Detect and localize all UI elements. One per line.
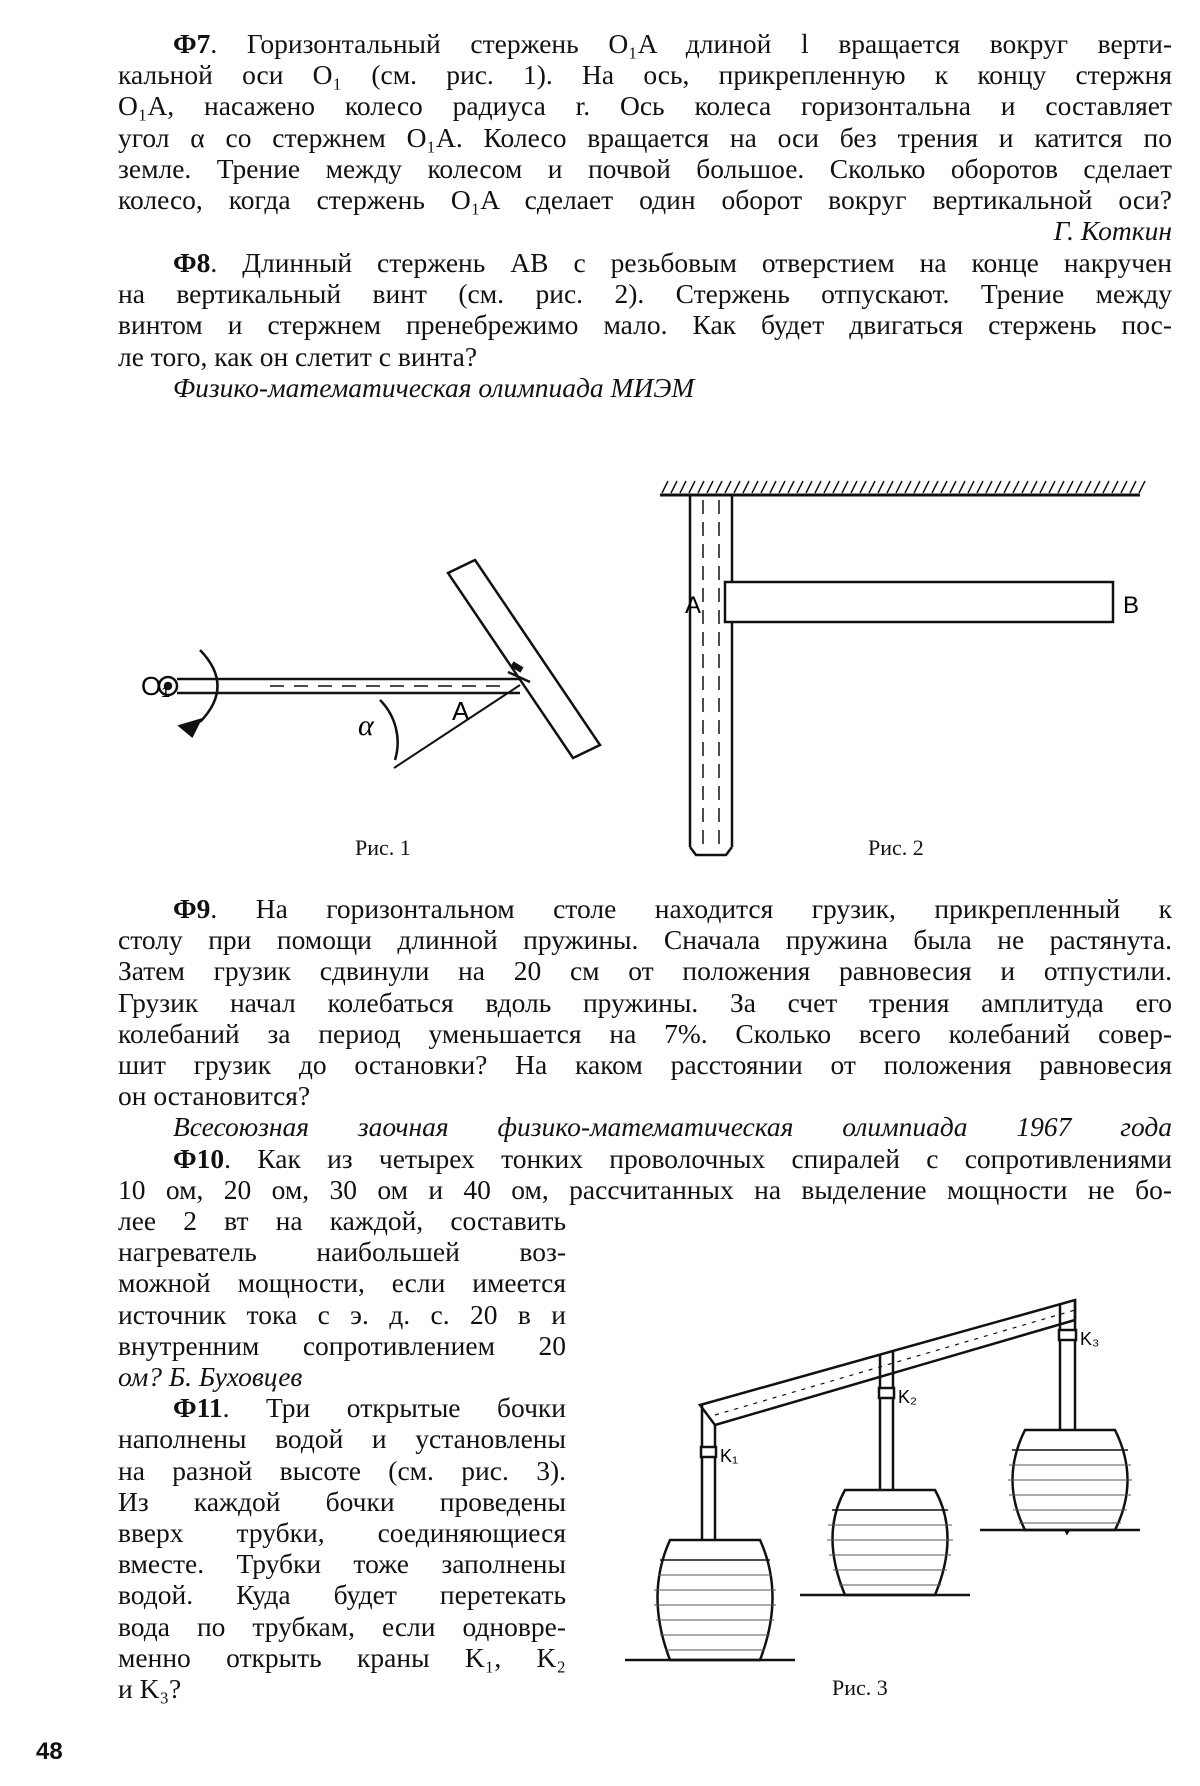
text-line: . Горизонтальный стержень O₁A длиной l вращается вокруг верти- [210,28,1172,59]
text-line: вверх трубки, соединяющиеся [118,1517,566,1549]
figure-2 [660,475,1140,855]
label-alpha: α [358,709,374,742]
text-line: он остановится? [118,1080,311,1112]
label-k3: K₃ [1080,1329,1100,1349]
text-line: можной мощности, если имеется [118,1267,566,1299]
label-a: A [685,592,702,619]
text-line: менно открыть краны K₁, K₂ [118,1641,566,1673]
problem-f8 [118,247,1172,403]
text-line: лее 2 вт на каждой, составить [118,1205,566,1236]
text-line: Грузик начал колебаться вдоль пружины. За счет трения амплитуда его [118,986,1172,1018]
caption-fig2: Рис. 2 [868,835,924,860]
text-line: земле. Трение между колесом и почвой большое. Сколько оборотов сделает [118,152,1172,184]
problem-number: Ф10 [173,1143,225,1174]
text-line: шит грузик до остановки? На каком расстоянии от положения равновесия [118,1049,1172,1081]
text-line: Из каждой бочки проведены [118,1485,566,1517]
text-line: вода по трубкам, если одновре- [118,1610,566,1642]
text-line: вместе. Трубки тоже заполнены [118,1548,566,1580]
figure-3 [620,1280,1140,1680]
page-number: 48 [36,1738,63,1765]
text-line: угол α со стержнем O₁A. Колесо вращается на оси без трения и катится по [118,121,1172,153]
text-line: ом? Б. Буховцев [118,1361,303,1393]
text-line: на разной высоте (см. рис. 3). [118,1454,566,1486]
text-line: кальной оси O₁ (см. рис. 1). На ось, прикрепленную к концу стержня [118,59,1172,91]
source: Всесоюзная заочная физико-математическая олимпиада 1967 года [173,1111,1172,1143]
problem-f10-f11-column [118,1205,566,1704]
problem-number: Ф9 [173,893,211,924]
text-line: 10 ом, 20 ом, 30 ом и 40 ом, рассчитанных на выделение мощности не бо- [118,1174,1172,1206]
text-line: колебаний за период уменьшается на 7%. Сколько всего колебаний совер- [118,1017,1172,1049]
problem-number: Ф11 [173,1392,223,1424]
text-line: колесо, когда стержень O₁A сделает один оборот вокруг вертикальной оси? [118,184,1172,216]
source: Физико-математическая олимпиада МИЭМ [173,371,695,403]
text-line: винтом и стержнем пренебрежимо мало. Как будет двигаться стержень пос- [118,309,1172,341]
wheel [448,560,600,758]
problem-f10 [118,1143,1172,1205]
caption-fig1: Рис. 1 [355,835,411,860]
problem-number: Ф8 [173,247,211,278]
text-line: столу при помощи длинной пружины. Сначала пружина была не растянута. [118,924,1172,956]
label-o1: O₁ [141,671,170,701]
text-line: O₁A, насажено колесо радиуса r. Ось колеса горизонтальна и составляет [118,90,1172,122]
text-line: Затем грузик сдвинули на 20 см от положения равновесия и отпустили. [118,955,1172,987]
rod-ab [725,582,1113,622]
problem-number: Ф7 [173,28,211,59]
text-line: на вертикальный винт (см. рис. 2). Стержень отпускают. Трение между [118,278,1172,310]
text-line: ле того, как он слетит с винта? [118,340,478,372]
caption-fig3: Рис. 3 [832,1675,888,1700]
ceiling-hatch [662,481,1145,493]
label-b: B [1123,592,1140,619]
author: Г. Коткин [1053,215,1172,247]
problem-f7 [118,28,1172,246]
problem-f9 [118,893,1172,1143]
text-line: источник тока с э. д. с. 20 в и [118,1298,566,1330]
text-line: . На горизонтальном столе находится грузик, прикрепленный к [210,893,1172,924]
text-line: . Три открытые бочки [222,1392,566,1424]
text-line: наполнены водой и установлены [118,1423,566,1455]
label-k2: K₂ [898,1387,917,1407]
text-line: водой. Куда будет перетекать [118,1579,566,1611]
text-line: внутренним сопротивлением 20 [118,1329,566,1361]
label-k1: K₁ [720,1446,739,1466]
text-line: . Как из четырех тонких проволочных спиралей с сопротивлениями [224,1143,1172,1174]
label-a: A [452,696,470,726]
text-line: нагреватель наибольшей воз- [118,1236,566,1268]
figure-1 [140,560,620,800]
text-line: . Длинный стержень AB с резьбовым отверстием на конце накручен [210,247,1172,278]
text-line: и K₃? [118,1673,182,1705]
